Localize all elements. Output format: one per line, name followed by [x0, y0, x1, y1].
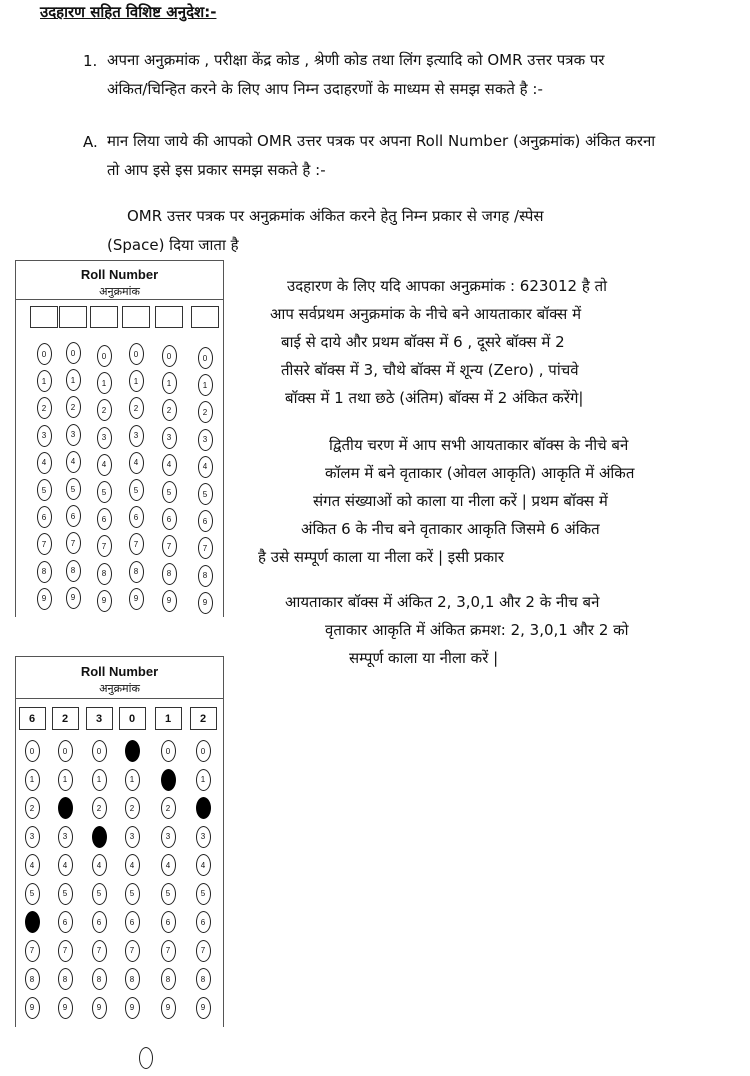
omr_blank-bubble-c2-d5[interactable]: 5 — [66, 478, 81, 500]
omr_filled-bubble-c2-d6[interactable]: 6 — [58, 911, 73, 933]
omr_blank-box-3[interactable] — [90, 306, 118, 328]
omr_blank-box-1[interactable] — [30, 306, 58, 328]
omr_filled-bubble-c5-d0[interactable]: 0 — [161, 740, 176, 762]
omr_filled-bubble-c6-d7[interactable]: 7 — [196, 940, 211, 962]
space-note-line-2: (Space) दिया जाता है — [107, 236, 239, 254]
omr_filled-bubble-c3-d0[interactable]: 0 — [92, 740, 107, 762]
omr-filled-title: Roll Number — [80, 664, 159, 679]
omr_blank-bubble-c1-d7[interactable]: 7 — [37, 533, 52, 555]
omr_filled-bubble-c3-d2[interactable]: 2 — [92, 797, 107, 819]
para1-line-2: आप सर्वप्रथम अनुक्रमांक के नीचे बने आयताकार बॉक्स में — [270, 305, 582, 323]
omr_filled-box-3[interactable]: 3 — [86, 707, 113, 730]
omr-filled-subtitle: अनुक्रमांक — [99, 682, 140, 695]
omr_blank-bubble-c3-d1[interactable]: 1 — [97, 372, 112, 394]
omr_filled-bubble-c4-d6[interactable]: 6 — [125, 911, 140, 933]
omr_blank-bubble-c6-d0[interactable]: 0 — [198, 347, 213, 369]
omr_filled-bubble-c6-d9[interactable]: 9 — [196, 997, 211, 1019]
para3-line-3: सम्पूर्ण काला या नीला करें | — [349, 649, 499, 667]
omr_filled-bubble-c4-d4[interactable]: 4 — [125, 854, 140, 876]
omr_blank-bubble-c4-d9[interactable]: 9 — [129, 588, 144, 610]
omr_blank-bubble-c5-d0[interactable]: 0 — [162, 345, 177, 367]
omr_blank-bubble-c5-d6[interactable]: 6 — [162, 508, 177, 530]
omr_filled-bubble-c6-d4[interactable]: 4 — [196, 854, 211, 876]
omr_blank-bubble-c4-d1[interactable]: 1 — [129, 370, 144, 392]
omr_blank-bubble-c6-d4[interactable]: 4 — [198, 456, 213, 478]
stray-oval-mark — [139, 1047, 153, 1069]
omr_blank-bubble-c1-d8[interactable]: 8 — [37, 561, 52, 583]
page-heading: उदहारण सहित विशिष्ट अनुदेश:- — [40, 3, 217, 21]
omr_filled-bubble-c1-d9[interactable]: 9 — [25, 997, 40, 1019]
omr_filled-bubble-c4-d0[interactable] — [125, 740, 140, 762]
omr_blank-bubble-c3-d8[interactable]: 8 — [97, 563, 112, 585]
para2-line-5: है उसे सम्पूर्ण काला या नीला करें | इसी प्रकार — [258, 548, 505, 566]
omr_blank-bubble-c4-d3[interactable]: 3 — [129, 425, 144, 447]
omr_filled-bubble-c6-d0[interactable]: 0 — [196, 740, 211, 762]
omr_filled-bubble-c4-d1[interactable]: 1 — [125, 769, 140, 791]
para2-line-4: अंकित 6 के नीच बने वृताकार आकृति जिसमे 6 अंकित — [301, 520, 600, 538]
omr_filled-box-5[interactable]: 1 — [155, 707, 182, 730]
item-1-number: 1. — [83, 52, 98, 70]
omr_blank-bubble-c5-d7[interactable]: 7 — [162, 535, 177, 557]
omr_blank-bubble-c6-d2[interactable]: 2 — [198, 401, 213, 423]
omr_filled-bubble-c2-d5[interactable]: 5 — [58, 883, 73, 905]
para1-line-3: बाई से दाये और प्रथम बॉक्स में 6 , दूसरे बॉक्स में 2 — [281, 333, 565, 351]
para2-line-2: कॉलम में बने वृताकार (ओवल आकृति) आकृति में अंकित — [325, 464, 635, 482]
omr_filled-bubble-c4-d9[interactable]: 9 — [125, 997, 140, 1019]
omr_blank-bubble-c5-d2[interactable]: 2 — [162, 399, 177, 421]
omr_blank-box-4[interactable] — [122, 306, 150, 328]
omr_blank-bubble-c1-d9[interactable]: 9 — [37, 588, 52, 610]
omr_filled-box-6[interactable]: 2 — [190, 707, 217, 730]
omr_filled-bubble-c6-d5[interactable]: 5 — [196, 883, 211, 905]
omr_filled-bubble-c5-d3[interactable]: 3 — [161, 826, 176, 848]
omr_filled-bubble-c2-d3[interactable]: 3 — [58, 826, 73, 848]
item-1-line-2: अंकित/चिन्हित करने के लिए आप निम्न उदाहरणों के माध्यम से समझ सकते है :- — [107, 80, 543, 98]
omr_blank-bubble-c4-d5[interactable]: 5 — [129, 479, 144, 501]
omr_filled-bubble-c4-d7[interactable]: 7 — [125, 940, 140, 962]
omr_filled-bubble-c5-d2[interactable]: 2 — [161, 797, 176, 819]
omr-blank-subtitle: अनुक्रमांक — [99, 285, 140, 298]
omr_blank-bubble-c1-d4[interactable]: 4 — [37, 452, 52, 474]
omr_blank-bubble-c2-d2[interactable]: 2 — [66, 396, 81, 418]
omr_filled-bubble-c1-d0[interactable]: 0 — [25, 740, 40, 762]
omr_filled-bubble-c4-d8[interactable]: 8 — [125, 968, 140, 990]
omr_filled-bubble-c5-d6[interactable]: 6 — [161, 911, 176, 933]
omr_blank-bubble-c5-d5[interactable]: 5 — [162, 481, 177, 503]
omr_filled-bubble-c3-d1[interactable]: 1 — [92, 769, 107, 791]
omr_blank-bubble-c6-d1[interactable]: 1 — [198, 374, 213, 396]
omr_blank-bubble-c4-d7[interactable]: 7 — [129, 533, 144, 555]
omr_blank-bubble-c6-d8[interactable]: 8 — [198, 565, 213, 587]
omr_filled-bubble-c3-d9[interactable]: 9 — [92, 997, 107, 1019]
item-a-number: A. — [83, 133, 98, 151]
omr_blank-box-5[interactable] — [155, 306, 183, 328]
omr_filled-bubble-c1-d1[interactable]: 1 — [25, 769, 40, 791]
omr_filled-bubble-c6-d3[interactable]: 3 — [196, 826, 211, 848]
omr-blank-title: Roll Number — [80, 267, 159, 282]
omr_filled-bubble-c1-d4[interactable]: 4 — [25, 854, 40, 876]
omr_blank-bubble-c4-d8[interactable]: 8 — [129, 561, 144, 583]
omr_blank-bubble-c1-d1[interactable]: 1 — [37, 370, 52, 392]
omr_blank-bubble-c1-d5[interactable]: 5 — [37, 479, 52, 501]
omr_filled-bubble-c1-d6[interactable] — [25, 911, 40, 933]
omr_blank-bubble-c1-d2[interactable]: 2 — [37, 397, 52, 419]
omr_filled-bubble-c4-d5[interactable]: 5 — [125, 883, 140, 905]
space-note-line-1: OMR उत्तर पत्रक पर अनुक्रमांक अंकित करने हेतु निम्न प्रकार से जगह /स्पेस — [127, 207, 544, 225]
omr_filled-bubble-c2-d0[interactable]: 0 — [58, 740, 73, 762]
omr_filled-bubble-c6-d1[interactable]: 1 — [196, 769, 211, 791]
omr_blank-box-2[interactable] — [59, 306, 87, 328]
omr_filled-bubble-c4-d2[interactable]: 2 — [125, 797, 140, 819]
omr_filled-bubble-c6-d2[interactable] — [196, 797, 211, 819]
omr_blank-bubble-c5-d8[interactable]: 8 — [162, 563, 177, 585]
omr_blank-box-6[interactable] — [191, 306, 219, 328]
omr_blank-bubble-c2-d0[interactable]: 0 — [66, 342, 81, 364]
omr_filled-bubble-c2-d8[interactable]: 8 — [58, 968, 73, 990]
omr_filled-bubble-c5-d9[interactable]: 9 — [161, 997, 176, 1019]
omr_blank-bubble-c3-d9[interactable]: 9 — [97, 590, 112, 612]
omr_blank-bubble-c4-d2[interactable]: 2 — [129, 397, 144, 419]
omr_blank-bubble-c5-d4[interactable]: 4 — [162, 454, 177, 476]
omr_filled-bubble-c5-d1[interactable] — [161, 769, 176, 791]
omr_blank-bubble-c3-d6[interactable]: 6 — [97, 508, 112, 530]
omr_filled-box-4[interactable]: 0 — [119, 707, 146, 730]
omr_filled-bubble-c5-d8[interactable]: 8 — [161, 968, 176, 990]
omr_filled-bubble-c1-d5[interactable]: 5 — [25, 883, 40, 905]
omr-roll-number-blank — [15, 260, 224, 616]
omr_blank-bubble-c3-d5[interactable]: 5 — [97, 481, 112, 503]
omr_blank-bubble-c1-d0[interactable]: 0 — [37, 343, 52, 365]
omr_filled-bubble-c2-d9[interactable]: 9 — [58, 997, 73, 1019]
omr_filled-bubble-c2-d2[interactable] — [58, 797, 73, 819]
omr_blank-bubble-c3-d3[interactable]: 3 — [97, 427, 112, 449]
omr_blank-bubble-c2-d4[interactable]: 4 — [66, 451, 81, 473]
omr_filled-bubble-c3-d7[interactable]: 7 — [92, 940, 107, 962]
para3-line-2: वृताकार आकृति में अंकित क्रमश: 2, 3,0,1 और 2 को — [325, 621, 629, 639]
para2-line-1: द्वितीय चरण में आप सभी आयताकार बॉक्स के नीचे बने — [329, 436, 629, 454]
omr_filled-bubble-c1-d8[interactable]: 8 — [25, 968, 40, 990]
omr_filled-bubble-c1-d2[interactable]: 2 — [25, 797, 40, 819]
omr_filled-bubble-c3-d6[interactable]: 6 — [92, 911, 107, 933]
omr_blank-bubble-c6-d3[interactable]: 3 — [198, 429, 213, 451]
omr_blank-bubble-c6-d5[interactable]: 5 — [198, 483, 213, 505]
omr_blank-bubble-c6-d7[interactable]: 7 — [198, 537, 213, 559]
omr_blank-bubble-c2-d9[interactable]: 9 — [66, 587, 81, 609]
omr_blank-bubble-c2-d8[interactable]: 8 — [66, 560, 81, 582]
omr_filled-bubble-c1-d3[interactable]: 3 — [25, 826, 40, 848]
omr_blank-bubble-c1-d3[interactable]: 3 — [37, 425, 52, 447]
item-a-line-1: मान लिया जाये की आपको OMR उत्तर पत्रक पर अपना Roll Number (अनुक्रमांक) अंकित करना — [107, 132, 656, 150]
omr_filled-bubble-c3-d3[interactable] — [92, 826, 107, 848]
omr_blank-bubble-c3-d4[interactable]: 4 — [97, 454, 112, 476]
para2-line-3: संगत संख्याओं को काला या नीला करें | प्रथम बॉक्स में — [313, 492, 608, 510]
omr_filled-bubble-c2-d7[interactable]: 7 — [58, 940, 73, 962]
omr_blank-bubble-c2-d1[interactable]: 1 — [66, 369, 81, 391]
omr_filled-box-1[interactable]: 6 — [19, 707, 46, 730]
omr_blank-bubble-c4-d0[interactable]: 0 — [129, 343, 144, 365]
omr_filled-bubble-c3-d4[interactable]: 4 — [92, 854, 107, 876]
omr_blank-bubble-c2-d6[interactable]: 6 — [66, 505, 81, 527]
omr_filled-bubble-c6-d8[interactable]: 8 — [196, 968, 211, 990]
omr_filled-bubble-c5-d4[interactable]: 4 — [161, 854, 176, 876]
omr_blank-bubble-c4-d4[interactable]: 4 — [129, 452, 144, 474]
omr_blank-bubble-c3-d7[interactable]: 7 — [97, 535, 112, 557]
omr_filled-bubble-c3-d5[interactable]: 5 — [92, 883, 107, 905]
para1-line-1: उदहारण के लिए यदि आपका अनुक्रमांक : 623012 है तो — [287, 277, 607, 295]
omr_blank-bubble-c2-d3[interactable]: 3 — [66, 424, 81, 446]
omr_filled-bubble-c1-d7[interactable]: 7 — [25, 940, 40, 962]
omr_filled-bubble-c5-d5[interactable]: 5 — [161, 883, 176, 905]
omr_blank-bubble-c6-d6[interactable]: 6 — [198, 510, 213, 532]
omr_blank-bubble-c5-d3[interactable]: 3 — [162, 427, 177, 449]
omr_blank-bubble-c3-d2[interactable]: 2 — [97, 399, 112, 421]
omr_blank-bubble-c5-d9[interactable]: 9 — [162, 590, 177, 612]
omr_blank-bubble-c5-d1[interactable]: 1 — [162, 372, 177, 394]
omr_filled-box-2[interactable]: 2 — [52, 707, 79, 730]
omr_filled-bubble-c2-d4[interactable]: 4 — [58, 854, 73, 876]
omr_blank-bubble-c4-d6[interactable]: 6 — [129, 506, 144, 528]
omr_filled-bubble-c6-d6[interactable]: 6 — [196, 911, 211, 933]
para1-line-5: बॉक्स में 1 तथा छठे (अंतिम) बॉक्स में 2 अंकित करेंगे| — [285, 389, 584, 407]
omr_filled-bubble-c4-d3[interactable]: 3 — [125, 826, 140, 848]
omr_blank-bubble-c1-d6[interactable]: 6 — [37, 506, 52, 528]
para3-line-1: आयताकार बॉक्स में अंकित 2, 3,0,1 और 2 के नीच बने — [285, 593, 600, 611]
item-1-line-1: अपना अनुक्रमांक , परीक्षा केंद्र कोड , श्रेणी कोड तथा लिंग इत्यादि को OMR उत्तर पत्रक पर — [107, 51, 605, 69]
omr_filled-bubble-c2-d1[interactable]: 1 — [58, 769, 73, 791]
omr_filled-bubble-c3-d8[interactable]: 8 — [92, 968, 107, 990]
omr_blank-bubble-c2-d7[interactable]: 7 — [66, 532, 81, 554]
omr_filled-bubble-c5-d7[interactable]: 7 — [161, 940, 176, 962]
item-a-line-2: तो आप इसे इस प्रकार समझ सकते है :- — [107, 161, 326, 179]
omr_blank-bubble-c3-d0[interactable]: 0 — [97, 345, 112, 367]
omr-roll-number-filled — [15, 656, 224, 1026]
para1-line-4: तीसरे बॉक्स में 3, चौथे बॉक्स में शून्य (Zero) , पांचवे — [281, 361, 579, 379]
omr_blank-bubble-c6-d9[interactable]: 9 — [198, 592, 213, 614]
